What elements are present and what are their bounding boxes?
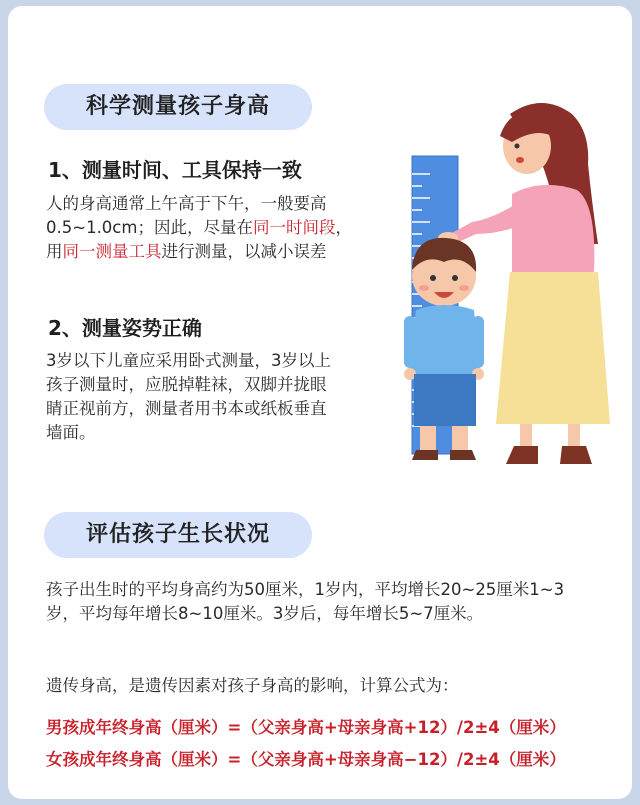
point1-line3 xyxy=(46,240,386,264)
point1-line3-end: 进行测量，以减小误差 xyxy=(161,242,327,261)
highlight-same-tool: 同一测量工具 xyxy=(62,242,162,261)
highlight-same-time: 同一时间段 xyxy=(252,218,336,237)
point1-line2-text: 0.5~1.0cm；因此，尽量在 xyxy=(46,218,253,237)
point1-paragraph xyxy=(46,192,386,264)
point2-paragraph xyxy=(46,349,386,445)
point1-heading: 1、测量时间、工具保持一致 xyxy=(48,158,302,182)
point2-heading: 2、测量姿势正确 xyxy=(48,316,202,340)
section-title-assess: 评估孩子生长状况 xyxy=(44,512,312,558)
point1-line3-text: 用 xyxy=(46,242,63,261)
heredity-intro: 遗传身高，是遗传因素对孩子身高的影响，计算公式为： xyxy=(46,676,459,695)
point2-line: 墙面。 xyxy=(46,423,96,442)
point2-line: 3岁以下儿童应采用卧式测量，3岁以上 xyxy=(46,351,331,370)
girl-height-formula: 女孩成年终身高（厘米）=（父亲身高+母亲身高−12）/2±4（厘米） xyxy=(46,750,566,769)
growth-paragraph xyxy=(46,578,616,626)
point1-line2-end: ， xyxy=(335,218,352,237)
point2-line: 孩子测量时，应脱掉鞋袜，双脚并拢眼 xyxy=(46,375,327,394)
section-title-measure: 科学测量孩子身高 xyxy=(44,84,312,130)
point1-line1: 人的身高通常上午高于下午，一般要高 xyxy=(46,194,327,213)
growth-line: 岁，平均每年增长8~10厘米。3岁后，每年增长5~7厘米。 xyxy=(46,604,484,623)
point1-line2 xyxy=(46,216,386,240)
mother-measuring-child-illustration xyxy=(392,94,612,474)
boy-height-formula: 男孩成年终身高（厘米）=（父亲身高+母亲身高+12）/2±4（厘米） xyxy=(46,718,566,737)
growth-line: 孩子出生时的平均身高约为50厘米，1岁内，平均增长20~25厘米1~3 xyxy=(46,580,565,599)
infographic-card xyxy=(8,6,632,799)
point2-line: 睛正视前方，测量者用书本或纸板垂直 xyxy=(46,399,327,418)
